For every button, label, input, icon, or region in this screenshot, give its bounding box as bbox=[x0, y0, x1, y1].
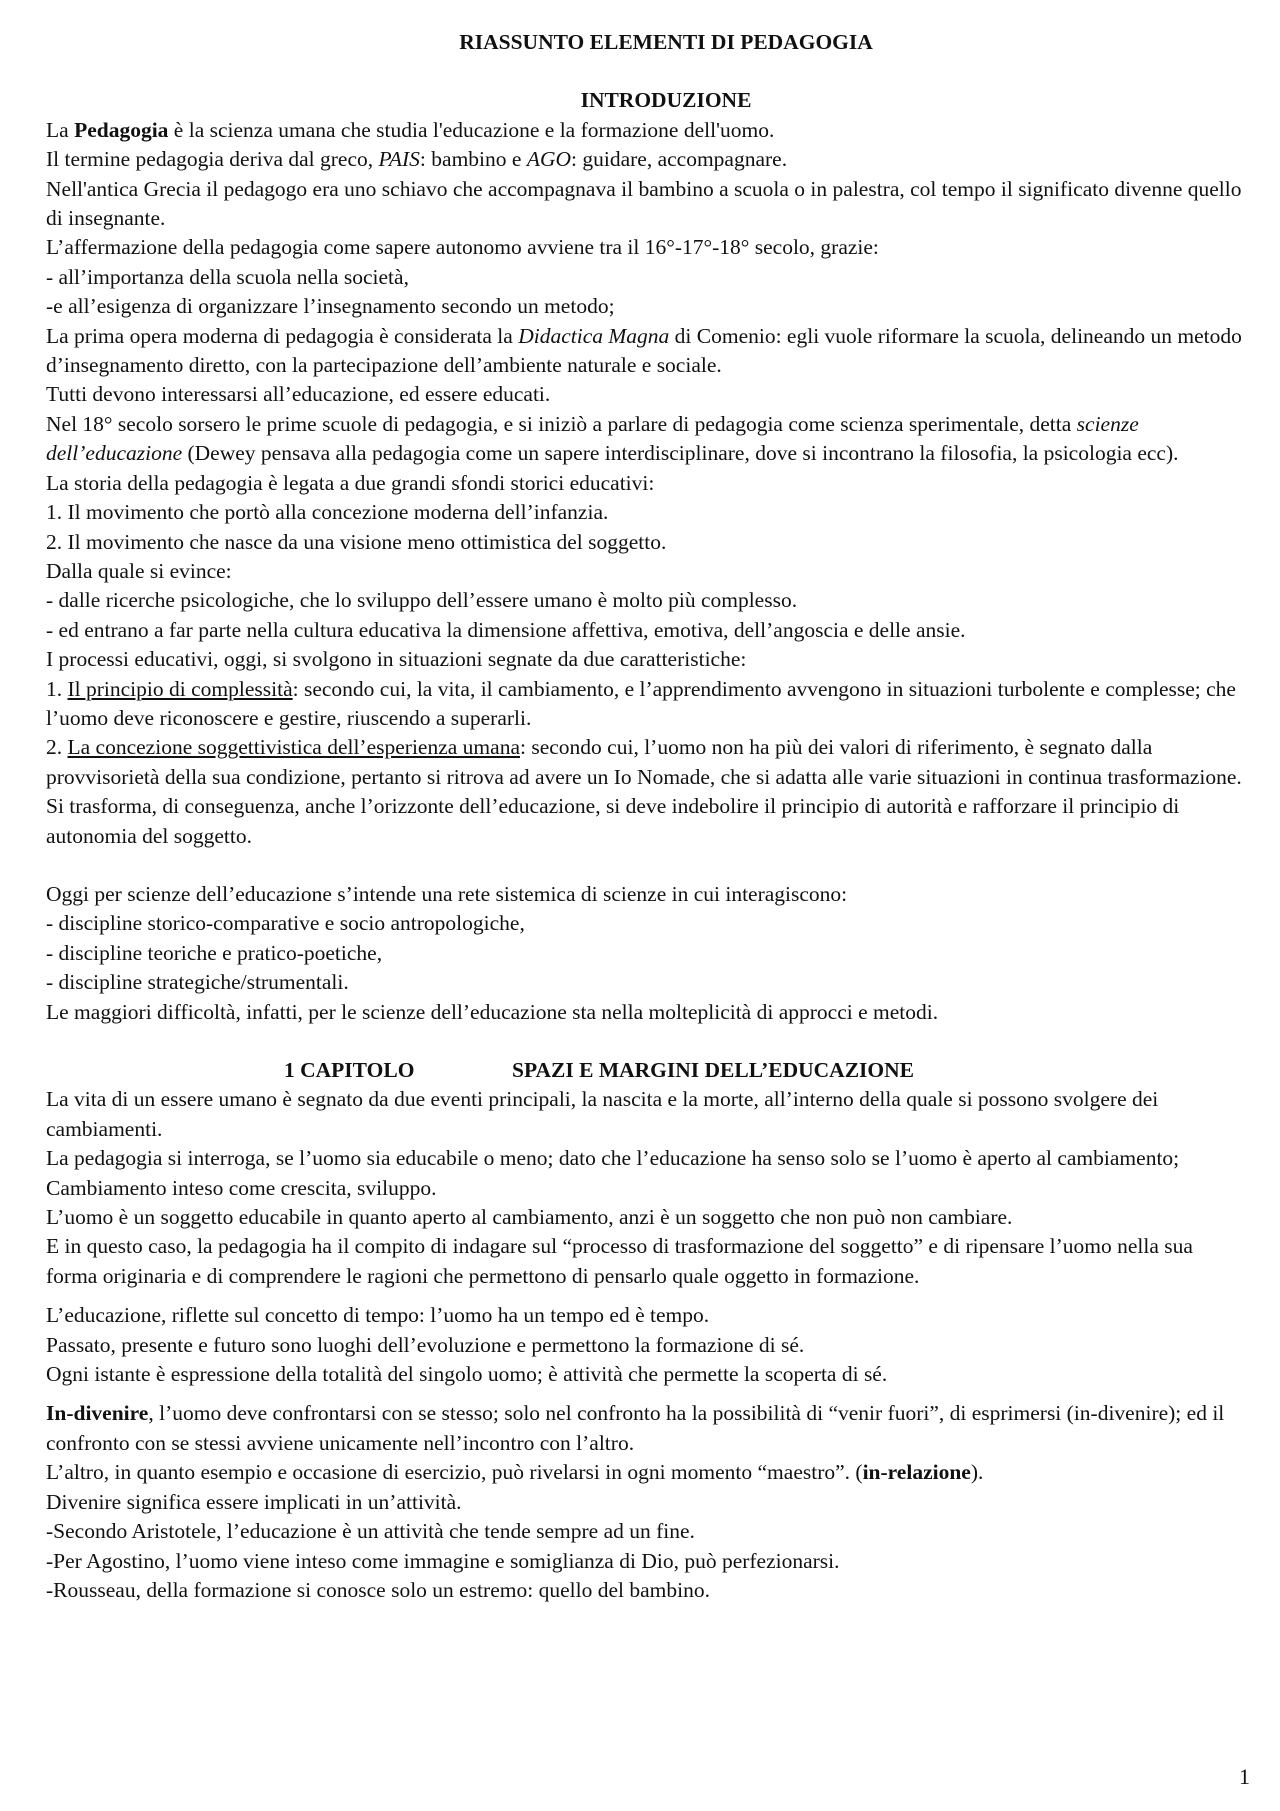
list-item: 1. Il principio di complessità: secondo cui, la vita, il cambiamento, e l’apprendimento avvengono in situazioni turbolente e complesse; che l’uomo deve riconoscere e gestire, riuscendo a superarli. bbox=[46, 676, 1236, 730]
paragraph: L’uomo è un soggetto educabile in quanto aperto al cambiamento, anzi è un soggetto che non può non cambiare. bbox=[46, 1205, 1013, 1230]
paragraph: Passato, presente e futuro sono luoghi dell’evoluzione e permettono la formazione di sé. bbox=[46, 1332, 805, 1357]
chapter-number: 1 CAPITOLO bbox=[284, 1058, 415, 1082]
paragraph: Le maggiori difficoltà, infatti, per le scienze dell’educazione sta nella molteplicità di approcci e metodi. bbox=[46, 999, 939, 1024]
page-number: 1 bbox=[1239, 1764, 1250, 1789]
paragraph: La vita di un essere umano è segnato da due eventi principali, la nascita e la morte, all’interno della quale si possono svolgere dei cambiamenti. bbox=[46, 1087, 1159, 1141]
chapter-title: SPAZI E MARGINI DELL’EDUCAZIONE bbox=[512, 1058, 915, 1082]
document-page bbox=[46, 28, 1246, 1605]
paragraph: Nell'antica Grecia il pedagogo era uno schiavo che accompagnava il bambino a scuola o in palestra, col tempo il significato divenne quello di insegnante. bbox=[46, 176, 1242, 231]
list-item: -Per Agostino, l’uomo viene inteso come immagine e somiglianza di Dio, può perfezionarsi. bbox=[46, 1548, 840, 1573]
list-item: -Rousseau, della formazione si conosce solo un estremo: quello del bambino. bbox=[46, 1577, 710, 1602]
paragraph: Ogni istante è espressione della totalità del singolo uomo; è attività che permette la scoperta di sé. bbox=[46, 1362, 888, 1387]
list-item: 1. Il movimento che portò alla concezione moderna dell’infanzia. bbox=[46, 500, 609, 525]
list-item: - discipline storico-comparative e socio antropologiche, bbox=[46, 911, 525, 936]
paragraph: Divenire significa essere implicati in un’attività. bbox=[46, 1489, 462, 1514]
paragraph: Nel 18° secolo sorsero le prime scuole di pedagogia, e si iniziò a parlare di pedagogia come scienza sperimentale, detta scienze dell’educazione (Dewey pensava alla pedagogia come un sapere interdisciplinare, dove si incontrano la filosofia, la psicologia ecc). bbox=[46, 411, 1179, 466]
document-title: RIASSUNTO ELEMENTI DI PEDAGOGIA bbox=[459, 30, 873, 54]
paragraph: La storia della pedagogia è legata a due grandi sfondi storici educativi: bbox=[46, 470, 655, 495]
paragraph: Tutti devono interessarsi all’educazione, ed essere educati. bbox=[46, 382, 551, 407]
list-item: - discipline strategiche/strumentali. bbox=[46, 970, 349, 995]
list-item: - dalle ricerche psicologiche, che lo sviluppo dell’essere umano è molto più complesso. bbox=[46, 588, 798, 613]
list-item: - ed entrano a far parte nella cultura educativa la dimensione affettiva, emotiva, dell’angoscia e delle ansie. bbox=[46, 617, 966, 642]
list-item: -Secondo Aristotele, l’educazione è un attività che tende sempre ad un fine. bbox=[46, 1519, 695, 1544]
intro-heading: INTRODUZIONE bbox=[580, 88, 752, 113]
paragraph: Oggi per scienze dell’educazione s’intende una rete sistemica di scienze in cui interagiscono: bbox=[46, 881, 848, 906]
list-item: 2. La concezione soggettivistica dell’esperienza umana: secondo cui, l’uomo non ha più dei valori di riferimento, è segnato dalla provvisorietà della sua condizione, pertanto si ritrova ad avere un Io Nomade, che si adatta alle varie situazioni in continua trasformazione. Si trasforma, di conseguenza, anche l’orizzonte dell’educazione, si deve indebolire il principio di autorità e rafforzare il principio di autonomia del soggetto. bbox=[46, 735, 1242, 848]
paragraph: L’educazione, riflette sul concetto di tempo: l’uomo ha un tempo ed è tempo. bbox=[46, 1303, 710, 1328]
paragraph: La Pedagogia è la scienza umana che studia l'educazione e la formazione dell'uomo. bbox=[46, 117, 775, 142]
paragraph: I processi educativi, oggi, si svolgono in situazioni segnate da due caratteristiche: bbox=[46, 647, 747, 672]
paragraph: La prima opera moderna di pedagogia è considerata la Didactica Magna di Comenio: egli vuole riformare la scuola, delineando un metodo d’insegnamento diretto, con la partecipazione dell’ambiente naturale e sociale. bbox=[46, 323, 1242, 378]
chapter-heading bbox=[46, 1056, 1246, 1085]
paragraph: L’affermazione della pedagogia come sapere autonomo avviene tra il 16°-17°-18° secolo, grazie: bbox=[46, 235, 879, 260]
list-item: -e all’esigenza di organizzare l’insegnamento secondo un metodo; bbox=[46, 294, 615, 319]
paragraph: Il termine pedagogia deriva dal greco, PAIS: bambino e AGO: guidare, accompagnare. bbox=[46, 147, 788, 172]
list-item: 2. Il movimento che nasce da una visione meno ottimistica del soggetto. bbox=[46, 529, 667, 554]
paragraph: In-divenire, l’uomo deve confrontarsi con se stesso; solo nel confronto ha la possibilità di “venir fuori”, di esprimersi (in-divenire); ed il confronto con se stessi avviene unicamente nell’incontro con l’altro. bbox=[46, 1401, 1225, 1455]
paragraph: E in questo caso, la pedagogia ha il compito di indagare sul “processo di trasformazione del soggetto” e di ripensare l’uomo nella sua forma originaria e di comprendere le ragioni che permettono di pensarlo quale oggetto in formazione. bbox=[46, 1234, 1193, 1288]
list-item: - all’importanza della scuola nella società, bbox=[46, 264, 409, 289]
list-item: - discipline teoriche e pratico-poetiche, bbox=[46, 940, 383, 965]
paragraph: Dalla quale si evince: bbox=[46, 558, 232, 583]
paragraph: La pedagogia si interroga, se l’uomo sia educabile o meno; dato che l’educazione ha senso solo se l’uomo è aperto al cambiamento; Cambiamento inteso come crescita, sviluppo. bbox=[46, 1146, 1180, 1200]
paragraph: L’altro, in quanto esempio e occasione di esercizio, può rivelarsi in ogni momento “maestro”. (in-relazione). bbox=[46, 1460, 984, 1485]
